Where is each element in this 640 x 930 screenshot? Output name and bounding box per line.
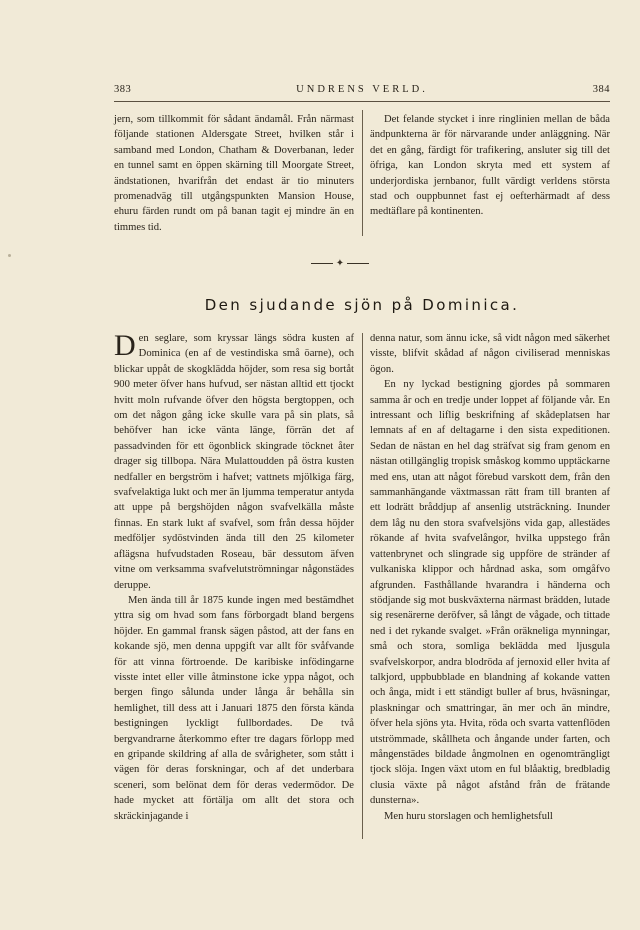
drop-cap: D: [114, 329, 136, 362]
section-ornament: ✦: [300, 258, 380, 269]
header-rule: [114, 101, 610, 102]
article-title: Den sjudande sjön på Dominica.: [204, 296, 520, 314]
article-left-column: [114, 331, 354, 824]
article-paragraph-2: Men ända till år 1875 kunde ingen med bestämdhet yttra sig om hvad som fans förborgadt bland bergens höjder. En gammal fransk sägen påstod, att der fans en kokande sjö, men denna uppgift var allt för svåfvande för att vinna förtroende. De karibiske infödingarne visste intet eller ville åtminstone icke yppa något, och bergen fingo sålunda under långa år behålla sin hemlighet, till dess att i Januari 1875 den första kända bestigningen lyckligt fullbordades. De två bergvandrarne återkommo efter tre dagars förlopp med en gripande skildring af alla de svårigheter, som stått i vägen för deras forskningar, och af det underbara sceneri, som belönat dem för deras vedermödor. De hade mycket att förtälja om allt det stora och skräckinjagande i: [114, 594, 354, 822]
page-number-right: 384: [592, 84, 610, 95]
article-paragraph-5: Men huru storslagen och hemlighetsfull: [384, 810, 553, 822]
top-right-column: [370, 112, 610, 220]
article-paragraph-3: denna natur, som ännu icke, så vidt någon med säkerhet visste, blifvit skådad af någon civiliserad menniskas ögon.: [370, 333, 610, 375]
running-title: UNDRENS VERLD.: [296, 84, 428, 95]
article-paragraph-1: [114, 331, 354, 593]
page-number-left: 383: [114, 84, 132, 95]
top-left-column: [114, 112, 354, 235]
top-left-text: jern, som tillkommit för sådant ändamål. Från närmast följande stationen Aldersgate Street, hvilken står i samband med London, Chatham & Doverbanan, leder en tunnel samt en öppen skärning till Moorgate Street, ändstationen, hvarifrån det endast är tio minuters promenadväg till utgångspunkten Mansion House, ehuru färden rundt om på banan tagit ej mindre än en timmes tid.: [114, 114, 354, 233]
top-right-text: Det felande stycket i inre ringlinien mellan de båda ändpunkterna är för närvarande under anläggning. När det en gång, färdigt för trafikering, ansluter sig till det öfriga, kan London skryta med ett system af underjordiska jernbanor, fullt värdigt verldens största stad och ouppbunnet fast ej oefterhärmadt af dess medtäflare på kontinenten.: [370, 114, 610, 218]
article-right-column: [370, 331, 610, 824]
page-spot: [8, 254, 11, 257]
column-divider-top: [362, 110, 363, 236]
article-paragraph-1-text: en seglare, som kryssar längs södra kusten af Dominica (en af de vestindiska små öarne), och blickar uppåt de skogklädda höjder, som resa sig bortåt 900 meter öfver hans hufvud, ser nästan alltid ett tjockt hvitt moln rufvande öfver den högsta bergtoppen, och om det någon gång icke skulle vara på sin plats, så behöfver han icke vänta länge, förrän det af passadvinden för ett ögonblick skingrade töcknet åter drager sig tillbopa. Nära Mulattoudden på östra kusten nedfaller en bergström i hafvet; vattnets mjölkiga färg, svafvelaktiga lukt och mer än ljumma temperatur antyda att uppe på bergshöjden någon svafvelkälla måste finnas. En stark lukt af svafvel, som från dessa höjder medföljer sydöstvinden ända till den 25 kilometer aflägsna hufvudstaden Roseau, bär dessutom äfven vitne om verksamma svafvelutströmningar någonstädes deruppe.: [114, 333, 354, 591]
article-paragraph-4: En ny lyckad bestigning gjordes på sommaren samma år och en tredje under loppet af följande vår. En intressant och liflig beskrifning af skådeplatsen har lemnats af en af deltagarne i den sista expeditionen. Sedan de nästan en hel dag sträfvat sig fram genom en nästan otillgänglig tropisk småskog kommo upptäckarne med ens, utan att något förebud varskott dem, från den sammanhängande växtmassan rätt fram till branten af ett lodrätt bråddjup af ansenlig utsträckning. Inunder dem låg nu den stora svafvelsjöns vida gap, allestädes rökande af hvita svafvelångor, hvilka uppstego från vattenbrynet och slingrade sig uppföre de stränder af vulkaniska klippor och hårdnad aska, som omgåfvo afgrunden. Fasthållande hvarandra i händerna och stödjande sig mot buskväxterna närmast brädden, lutade sig resenärerne deröfver, så långt de vågade, och tittade ned i det rykande svalget. »Från oräkneliga mynningar, små och stora, somliga beklädda med ljusgula svafvelskorpor, andra blodröda af jernoxid eller hvita af talkjord, uppbubblade en blandning af kokande vatten och ånga, midt i ett ständigt buller af brus, hväsningar, plaskningar och smattringar, än mer och än mindre, öfver hela sjöns yta. Hvita, röda och svarta vattenflöden utströmmade, skållheta och ångande under farten, och mångenstädes bildade ångmolnen en ogenomträngligt tjock slöja. Ingen växt utom en ful blåaktig, bredbladig clusia växte på något afstånd från de frätande dunsterna».: [370, 379, 610, 807]
column-divider-article: [362, 333, 363, 839]
